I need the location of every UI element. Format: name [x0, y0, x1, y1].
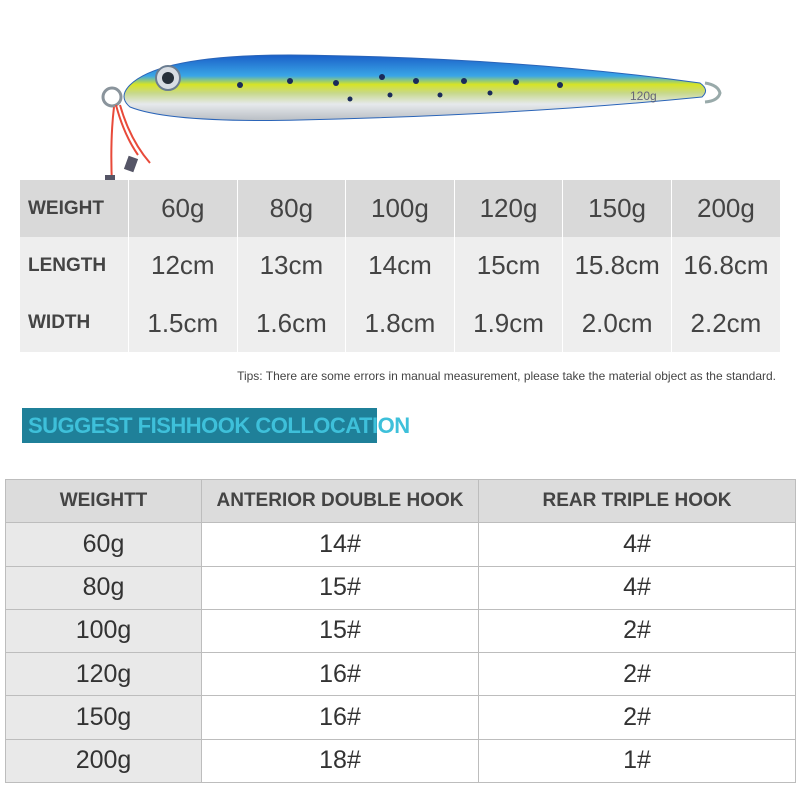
spec-length-cell: 15cm	[454, 237, 563, 294]
rear-hook-cell: 2#	[479, 696, 796, 739]
hook-weight-cell: 80g	[6, 566, 202, 609]
measurement-tip: Tips: There are some errors in manual measurement, please take the material object as the standard.	[237, 369, 776, 383]
spec-weight-cell: 200g	[671, 180, 780, 237]
spec-row-length	[20, 237, 780, 294]
spec-length-cell: 14cm	[346, 237, 455, 294]
header-weight: WEIGHTT	[6, 480, 202, 523]
lure-weight-marking: 120g	[630, 89, 657, 103]
hook-weight-cell: 150g	[6, 696, 202, 739]
spec-row-weight	[20, 180, 780, 237]
header-rear-triple-hook: REAR TRIPLE HOOK	[479, 480, 796, 523]
table-row	[6, 739, 796, 782]
spec-table	[20, 180, 780, 352]
lure-image	[90, 45, 740, 190]
hook-weight-cell: 60g	[6, 523, 202, 566]
section-title: SUGGEST FISHHOOK COLLOCATION	[22, 408, 377, 443]
rear-hook-cell: 4#	[479, 566, 796, 609]
rear-hook-cell: 1#	[479, 739, 796, 782]
spec-width-cell: 1.5cm	[129, 295, 238, 352]
spec-weight-cell: 120g	[454, 180, 563, 237]
spec-width-cell: 1.8cm	[346, 295, 455, 352]
table-row	[6, 653, 796, 696]
header-anterior-double-hook: ANTERIOR DOUBLE HOOK	[202, 480, 479, 523]
table-row	[6, 566, 796, 609]
table-row	[6, 696, 796, 739]
spec-length-cell: 16.8cm	[671, 237, 780, 294]
spec-width-cell: 1.9cm	[454, 295, 563, 352]
rear-hook-cell: 2#	[479, 653, 796, 696]
spec-length-cell: 15.8cm	[563, 237, 672, 294]
hook-weight-cell: 100g	[6, 609, 202, 652]
spec-width-cell: 2.0cm	[563, 295, 672, 352]
spec-row-label-width: WIDTH	[20, 295, 129, 352]
anterior-hook-cell: 18#	[202, 739, 479, 782]
spec-weight-cell: 100g	[346, 180, 455, 237]
spec-weight-cell: 150g	[563, 180, 672, 237]
tail-ring	[705, 83, 720, 102]
anterior-hook-cell: 14#	[202, 523, 479, 566]
spec-length-cell: 12cm	[129, 237, 238, 294]
assist-line	[111, 105, 150, 185]
spec-row-label-weight: WEIGHT	[20, 180, 129, 237]
table-row	[6, 609, 796, 652]
lure-body	[124, 55, 706, 120]
rear-hook-cell: 4#	[479, 523, 796, 566]
rear-hook-cell: 2#	[479, 609, 796, 652]
spec-row-width	[20, 295, 780, 352]
anterior-hook-cell: 15#	[202, 609, 479, 652]
hook-table-header	[6, 480, 796, 523]
spec-length-cell: 13cm	[237, 237, 346, 294]
spec-weight-cell: 60g	[129, 180, 238, 237]
anterior-hook-cell: 16#	[202, 653, 479, 696]
spec-row-label-length: LENGTH	[20, 237, 129, 294]
hook-weight-cell: 200g	[6, 739, 202, 782]
anterior-hook-cell: 15#	[202, 566, 479, 609]
spec-width-cell: 2.2cm	[671, 295, 780, 352]
front-ring	[103, 88, 121, 106]
hook-weight-cell: 120g	[6, 653, 202, 696]
spec-width-cell: 1.6cm	[237, 295, 346, 352]
anterior-hook-cell: 16#	[202, 696, 479, 739]
spec-weight-cell: 80g	[237, 180, 346, 237]
hook-table	[5, 479, 796, 783]
table-row	[6, 523, 796, 566]
